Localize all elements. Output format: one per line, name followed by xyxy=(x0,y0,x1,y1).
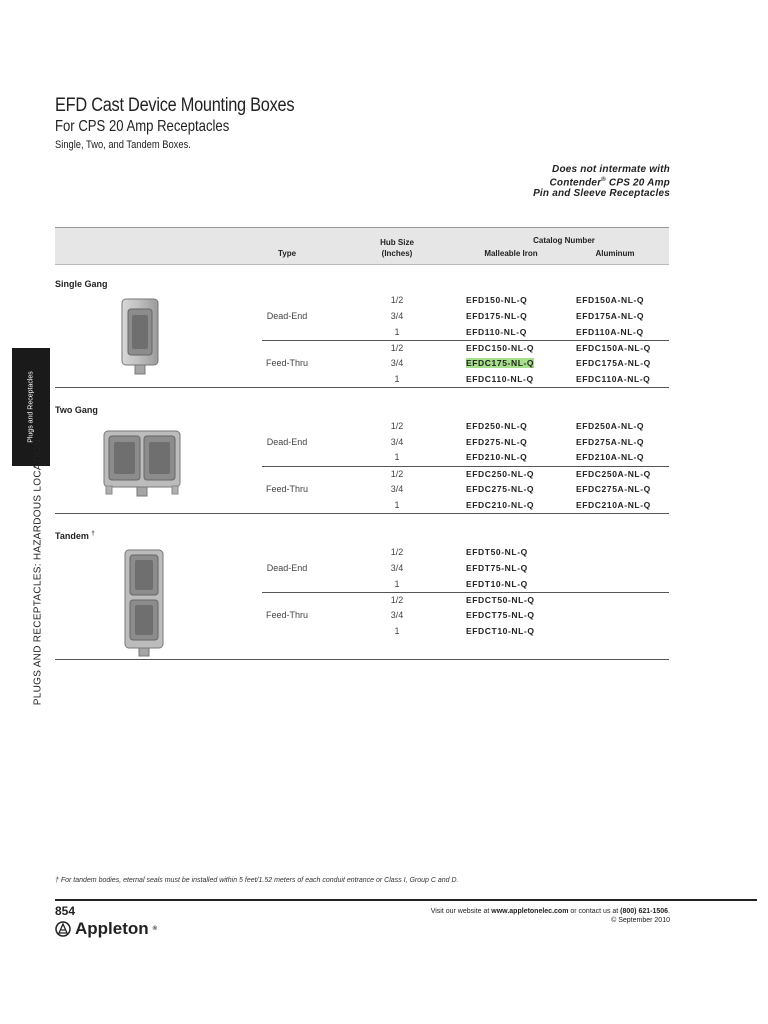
appleton-logo: Appleton ® xyxy=(55,919,157,939)
hub-size-cell: 3/4 xyxy=(390,358,404,368)
hub-size-cell: 1 xyxy=(394,374,400,384)
intermate-note xyxy=(533,164,670,199)
catalog-malleable-cell: EFDT75-NL-Q xyxy=(466,563,528,573)
type-cell: Dead-End xyxy=(266,311,308,321)
hub-size-cell: 1/2 xyxy=(390,469,404,479)
section-label-single-gang: Single Gang xyxy=(55,279,108,289)
catalog-aluminum-cell: EFDC110A-NL-Q xyxy=(576,374,651,384)
phone-number: (800) 621-1506 xyxy=(620,908,669,915)
group-divider xyxy=(262,466,669,467)
tandem-box-image xyxy=(122,548,166,658)
footer-divider xyxy=(55,899,757,901)
single-gang-box-image xyxy=(120,295,162,377)
section-divider xyxy=(55,659,669,660)
catalog-aluminum-cell: EFDC175A-NL-Q xyxy=(576,358,651,368)
catalog-malleable-cell-highlighted: EFDC175-NL-Q xyxy=(466,358,535,368)
type-cell: Feed-Thru xyxy=(265,358,309,368)
catalog-malleable-cell: EFDC250-NL-Q xyxy=(466,469,535,479)
type-cell: Dead-End xyxy=(266,437,308,447)
hub-size-cell: 1 xyxy=(394,579,400,589)
page-number: 854 xyxy=(55,904,76,918)
catalog-malleable-cell: EFDC210-NL-Q xyxy=(466,500,535,510)
catalog-aluminum-cell: EFDC250A-NL-Q xyxy=(576,469,651,479)
type-cell: Dead-End xyxy=(266,563,308,573)
header-hub-size: Hub Size (Inches) xyxy=(380,238,414,258)
catalog-aluminum-cell: EFD210A-NL-Q xyxy=(576,452,645,462)
catalog-malleable-cell: EFDC275-NL-Q xyxy=(466,484,535,494)
catalog-malleable-cell: EFD250-NL-Q xyxy=(466,421,528,431)
group-divider xyxy=(262,592,669,593)
catalog-aluminum-cell: EFD250A-NL-Q xyxy=(576,421,645,431)
type-cell: Feed-Thru xyxy=(265,610,309,620)
hub-size-cell: 1 xyxy=(394,452,400,462)
catalog-aluminum-cell: EFDC275A-NL-Q xyxy=(576,484,651,494)
note-line-3: Pin and Sleeve Receptacles xyxy=(533,188,670,200)
table-header xyxy=(55,227,669,265)
hub-size-cell: 3/4 xyxy=(390,437,404,447)
catalog-malleable-cell: EFDT50-NL-Q xyxy=(466,547,528,557)
catalog-malleable-cell: EFDCT75-NL-Q xyxy=(466,610,535,620)
group-divider xyxy=(262,340,669,341)
section-label-tandem: Tandem † xyxy=(55,531,95,541)
hub-size-cell: 1/2 xyxy=(390,343,404,353)
header-aluminum: Aluminum xyxy=(595,249,635,258)
footnote: † For tandem bodies, eternal seals must be installed within 5 feet/1.52 meters of each conduit entrance or Class I, Group C and D. xyxy=(55,877,459,884)
hub-size-cell: 3/4 xyxy=(390,563,404,573)
catalog-aluminum-cell: EFD175A-NL-Q xyxy=(576,311,645,321)
hub-size-cell: 3/4 xyxy=(390,484,404,494)
catalog-aluminum-cell: EFD110A-NL-Q xyxy=(576,327,644,337)
catalog-aluminum-cell: EFDC210A-NL-Q xyxy=(576,500,651,510)
note-line-2: Contender® CPS 20 Amp xyxy=(549,177,670,189)
page-subtitle: For CPS 20 Amp Receptacles xyxy=(55,118,230,135)
section-label-two-gang: Two Gang xyxy=(55,405,98,415)
hub-size-cell: 1/2 xyxy=(390,421,404,431)
section-divider xyxy=(55,513,669,514)
page-description: Single, Two, and Tandem Boxes. xyxy=(55,139,191,151)
catalog-aluminum-cell: EFDC150A-NL-Q xyxy=(576,343,651,353)
header-type: Type xyxy=(277,249,297,258)
header-malleable-iron: Malleable Iron xyxy=(484,249,538,258)
hub-size-cell: 1 xyxy=(394,327,400,337)
header-catalog-number: Catalog Number xyxy=(533,236,595,245)
copyright: © September 2010 xyxy=(611,917,670,924)
catalog-malleable-cell: EFD110-NL-Q xyxy=(466,327,527,337)
catalog-malleable-cell: EFDCT50-NL-Q xyxy=(466,595,535,605)
catalog-malleable-cell: EFDCT10-NL-Q xyxy=(466,626,535,636)
hub-size-cell: 1/2 xyxy=(390,595,404,605)
website-link[interactable]: www.appletonelec.com xyxy=(491,908,569,915)
hub-size-cell: 1/2 xyxy=(390,295,404,305)
hub-size-cell: 1/2 xyxy=(390,547,404,557)
catalog-aluminum-cell: EFD150A-NL-Q xyxy=(576,295,645,305)
catalog-malleable-cell: EFD210-NL-Q xyxy=(466,452,528,462)
appleton-logo-icon xyxy=(55,921,71,937)
hub-size-cell: 3/4 xyxy=(390,311,404,321)
contact-info: Visit our website at www.appletonelec.com or contact us at (800) 621-1506. © September 2010 xyxy=(430,908,670,924)
brand-name: Appleton xyxy=(75,919,149,938)
note-line-1: Does not intermate with xyxy=(552,164,670,175)
catalog-malleable-cell: EFDC110-NL-Q xyxy=(466,374,534,384)
catalog-malleable-cell: EFDC150-NL-Q xyxy=(466,343,535,353)
hub-size-cell: 1 xyxy=(394,626,400,636)
catalog-malleable-cell: EFD275-NL-Q xyxy=(466,437,528,447)
catalog-malleable-cell: EFD150-NL-Q xyxy=(466,295,528,305)
section-side-tab: Plugs and Receptacles xyxy=(12,348,50,466)
section-divider xyxy=(55,387,669,388)
type-cell: Feed-Thru xyxy=(265,484,309,494)
two-gang-box-image xyxy=(102,428,182,500)
catalog-aluminum-cell: EFD275A-NL-Q xyxy=(576,437,645,447)
page-title: EFD Cast Device Mounting Boxes xyxy=(55,95,295,116)
catalog-malleable-cell: EFD175-NL-Q xyxy=(466,311,528,321)
catalog-malleable-cell: EFDT10-NL-Q xyxy=(466,579,528,589)
chapter-side-title: PLUGS AND RECEPTACLES: HAZARDOUS LOCATION xyxy=(32,438,44,706)
hub-size-cell: 3/4 xyxy=(390,610,404,620)
hub-size-cell: 1 xyxy=(394,500,400,510)
